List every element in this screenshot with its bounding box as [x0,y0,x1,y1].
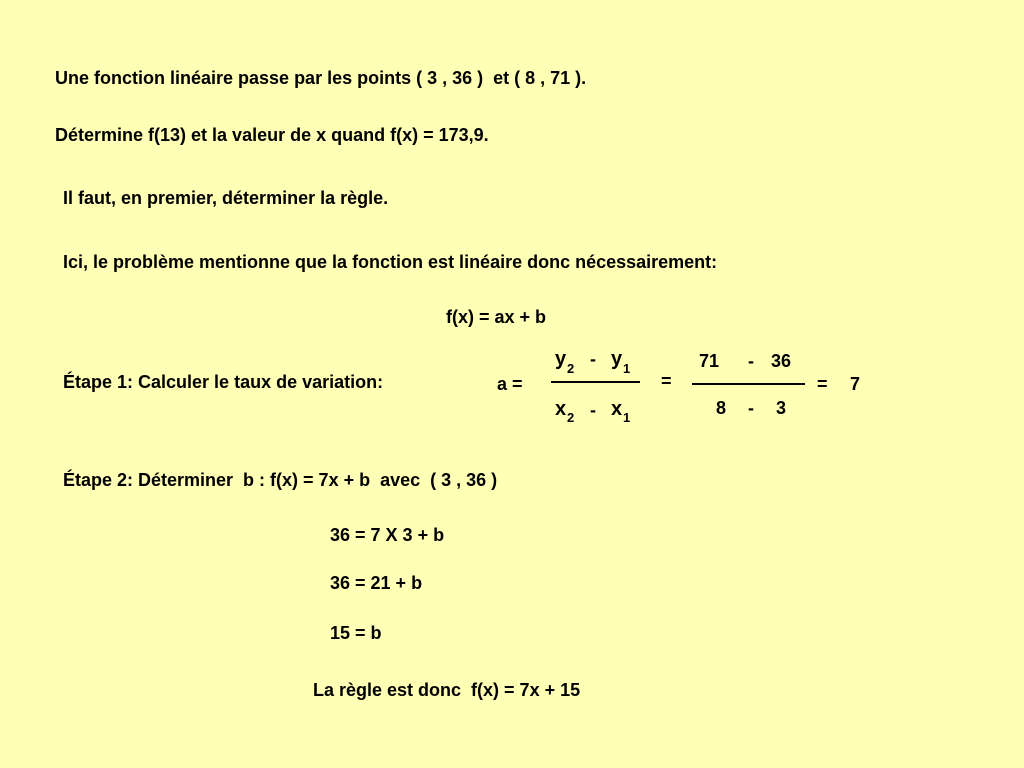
denominator-x1: x [611,398,623,420]
slope-result: 7 [850,374,861,394]
numeric-denominator-3: 3 [776,398,787,418]
conclusion: La règle est donc f(x) = 7x + 15 [313,680,581,700]
fraction-bar-numeric [692,383,805,385]
numeric-denominator-minus: - [748,398,754,418]
problem-line-2: Détermine f(13) et la valeur de x quand f(x) = 173,9. [55,125,489,145]
numerator-y2-subscript: 2 [567,361,575,376]
fraction-bar-symbolic [551,381,640,383]
numerator-minus: - [590,349,596,369]
explain-line-1: Il faut, en premier, déterminer la règle. [63,188,389,208]
step2-label: Étape 2: Déterminer b : f(x) = 7x + b avec ( 3 , 36 ) [63,470,498,490]
numerator-y2: y [555,348,567,370]
equals-2: = [817,374,828,394]
problem-line-1: Une fonction linéaire passe par les points ( 3 , 36 ) et ( 8 , 71 ). [55,68,587,88]
step2-equation-1: 36 = 7 X 3 + b [330,525,445,545]
numeric-numerator-36: 36 [771,351,792,371]
equals-1: = [661,371,672,391]
general-rule: f(x) = ax + b [446,307,547,327]
denominator-minus: - [590,400,596,420]
numeric-numerator-minus: - [748,351,754,371]
a-equals: a = [497,374,523,394]
denominator-x1-subscript: 1 [623,410,631,425]
numerator-y1: y [611,348,623,370]
numeric-numerator-71: 71 [699,351,720,371]
numeric-denominator-8: 8 [716,398,727,418]
explain-line-2: Ici, le problème mentionne que la fonction est linéaire donc nécessairement: [63,252,718,272]
numerator-y1-subscript: 1 [623,361,631,376]
denominator-x2: x [555,398,567,420]
step1-label: Étape 1: Calculer le taux de variation: [63,372,384,392]
denominator-x2-subscript: 2 [567,410,575,425]
step2-equation-3: 15 = b [330,623,382,643]
step2-equation-2: 36 = 21 + b [330,573,423,593]
